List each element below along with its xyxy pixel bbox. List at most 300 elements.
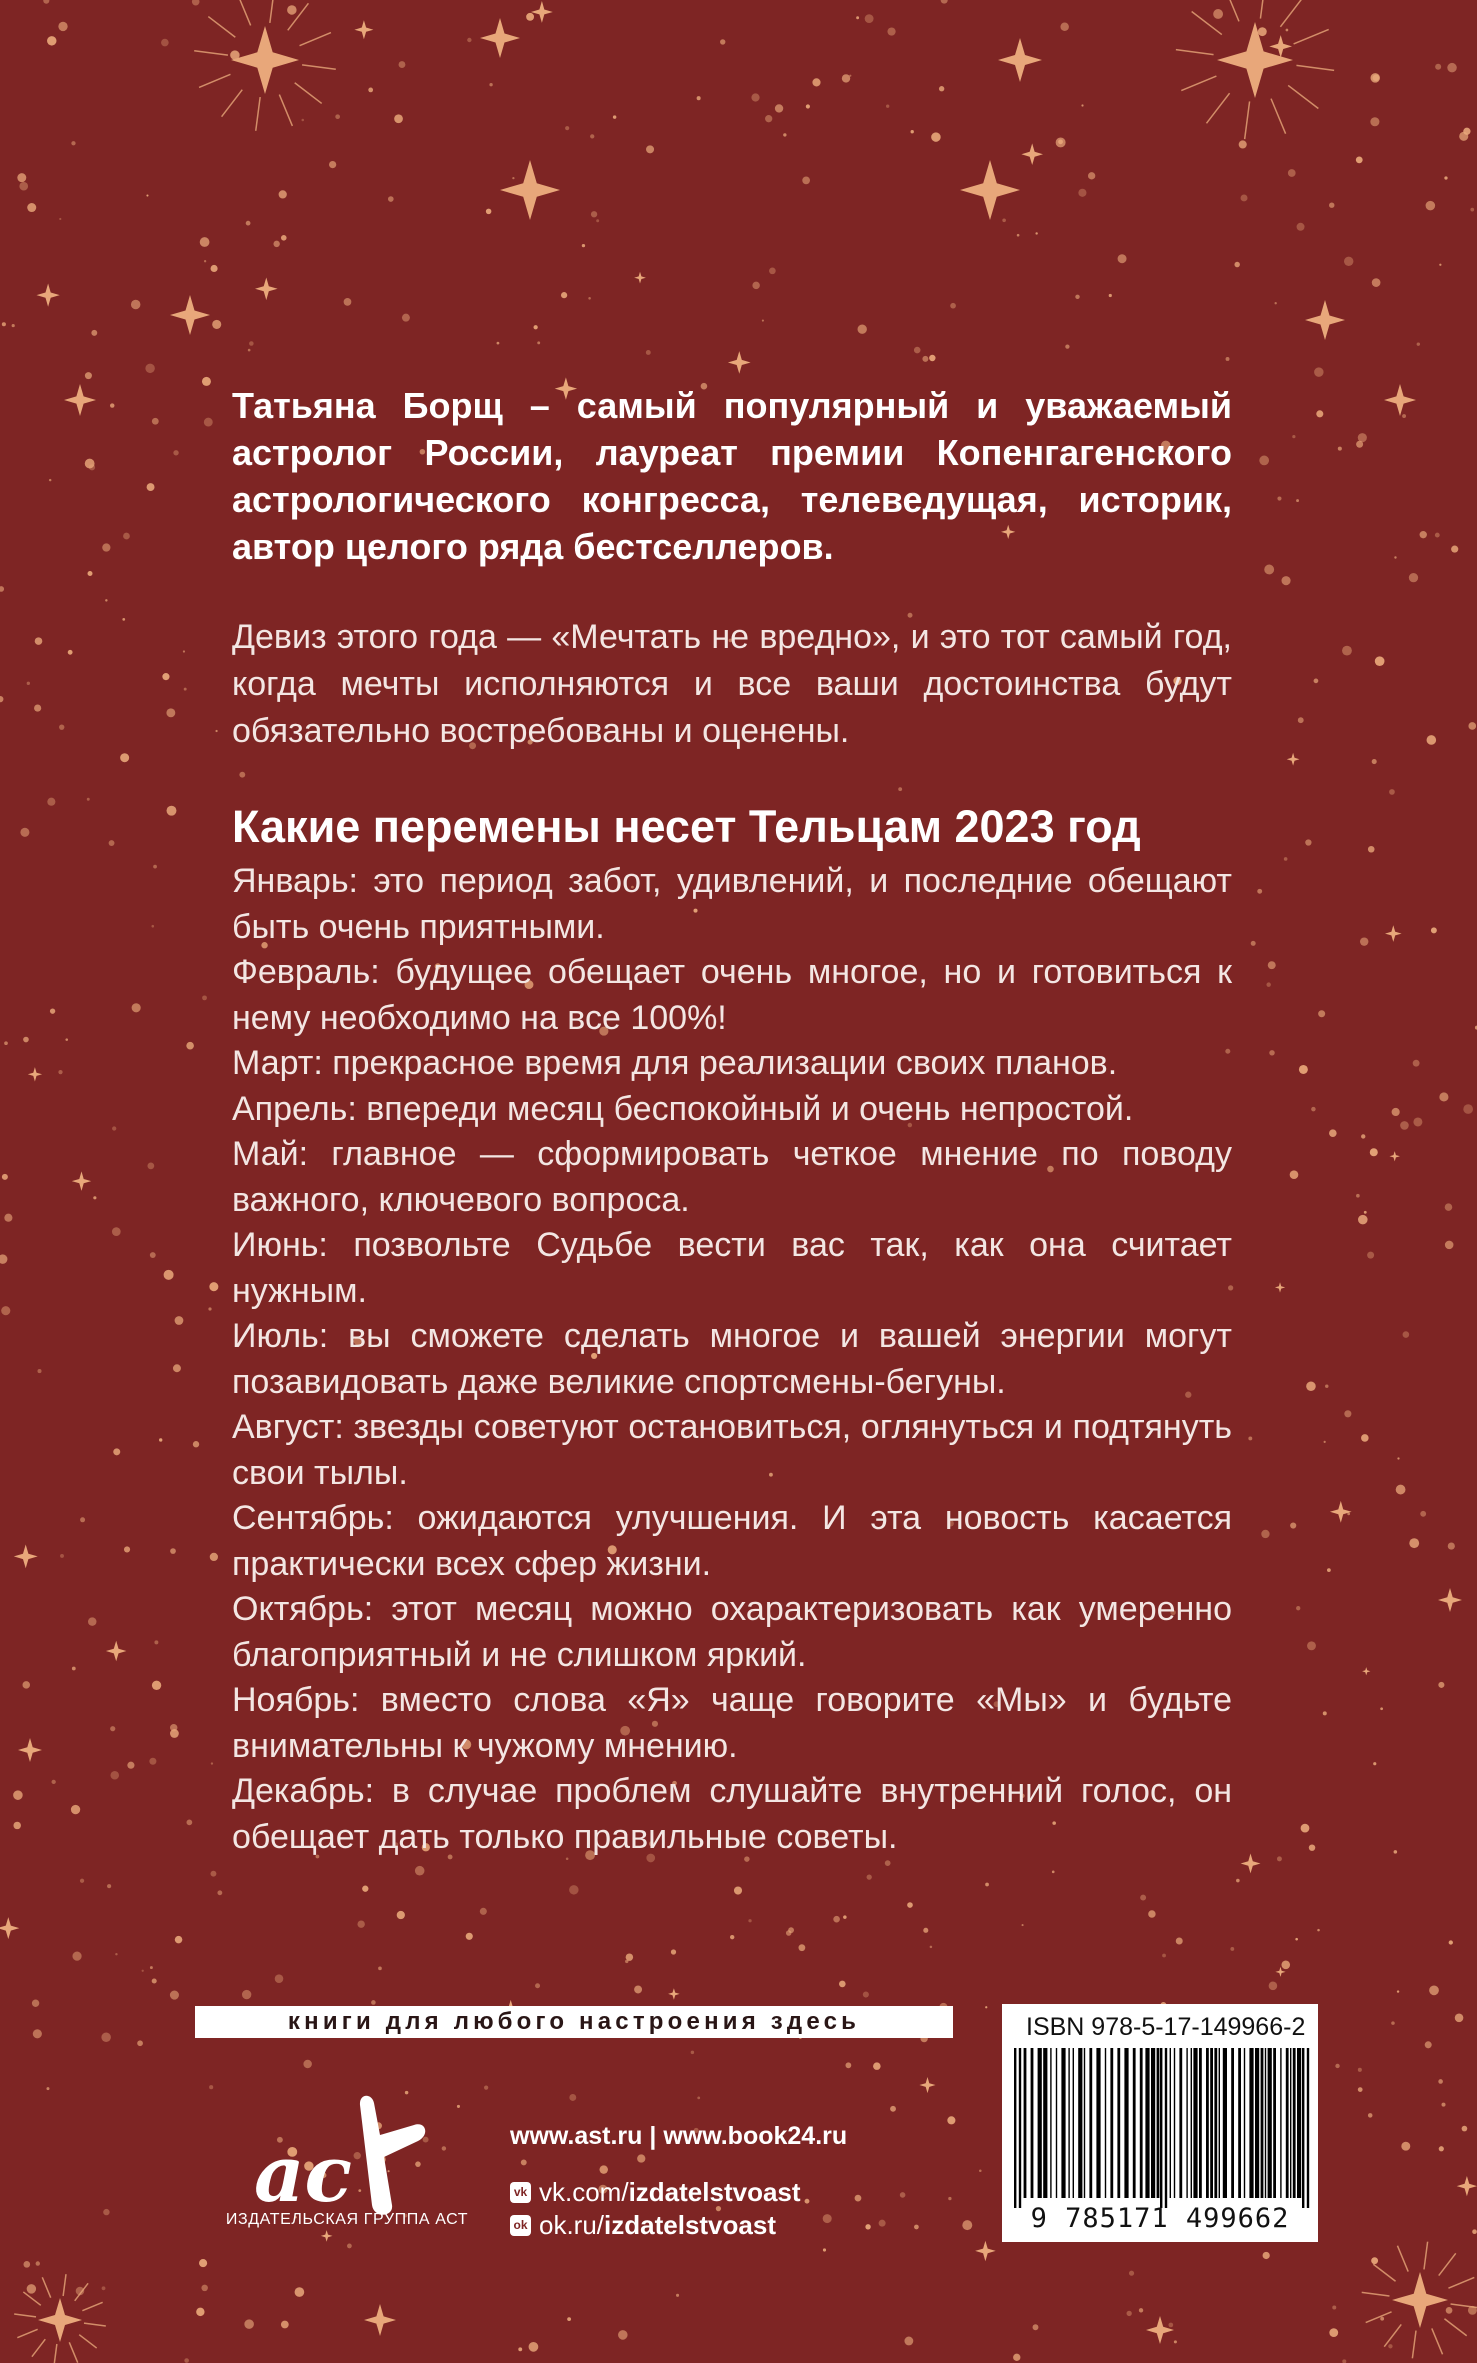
barcode-bar <box>1019 2048 1021 2208</box>
speckle <box>202 995 207 1000</box>
speckle <box>1118 254 1127 263</box>
speckle <box>1391 2021 1395 2025</box>
vk-icon: vk <box>510 2182 531 2203</box>
barcode-bar <box>1265 2048 1266 2198</box>
speckle <box>1397 1990 1399 1992</box>
speckle <box>1316 410 1323 417</box>
speckle <box>1358 2087 1363 2092</box>
speckle <box>17 173 26 182</box>
barcode-bar <box>1084 2048 1085 2198</box>
speckle <box>1234 262 1239 267</box>
speckle <box>1439 264 1441 266</box>
speckle <box>890 2106 896 2112</box>
speckle <box>107 1884 111 1888</box>
website-links[interactable]: www.ast.ru | www.book24.ru <box>510 2122 848 2150</box>
speckle <box>1236 1879 1240 1883</box>
speckle <box>1373 74 1380 81</box>
barcode-bar <box>1110 2048 1113 2198</box>
speckle <box>1361 1434 1369 1442</box>
speckle <box>204 418 213 427</box>
speckle <box>1420 531 1427 538</box>
star-shape <box>1305 300 1345 340</box>
speckle <box>1261 1530 1269 1538</box>
star-ray <box>1362 2292 1390 2296</box>
speckle <box>833 1916 840 1923</box>
speckle <box>186 1042 194 1050</box>
speckle <box>27 682 30 685</box>
barcode-bar <box>1286 2048 1289 2198</box>
speckle <box>150 1966 153 1969</box>
speckle <box>561 292 567 298</box>
barcode-bar <box>1186 2048 1187 2198</box>
barcode-bar <box>1199 2048 1202 2198</box>
speckle <box>127 1762 134 1769</box>
barcode-bar <box>1096 2048 1100 2198</box>
speckle <box>1409 573 1418 582</box>
star-ray <box>199 74 230 87</box>
speckle <box>1033 2324 1039 2330</box>
star-shape <box>38 2298 82 2342</box>
speckle <box>734 1886 742 1894</box>
speckle <box>281 235 287 241</box>
speckle <box>947 2116 955 2124</box>
star-ray <box>1280 0 1303 27</box>
speckle <box>43 0 49 4</box>
speckle <box>1269 1982 1278 1991</box>
speckle <box>1375 656 1385 666</box>
speckle <box>939 86 944 91</box>
barcode <box>1012 2048 1312 2208</box>
speckle <box>211 1762 213 1764</box>
speckle <box>184 2358 189 2363</box>
speckle <box>1022 1924 1024 1926</box>
speckle <box>1427 735 1437 745</box>
speckle <box>22 1681 30 1689</box>
speckle <box>248 349 251 352</box>
star-ray <box>238 0 251 25</box>
speckle <box>1065 344 1069 348</box>
speckle <box>1396 1485 1406 1495</box>
speckle <box>855 2195 862 2202</box>
speckle <box>467 38 471 42</box>
speckle <box>1168 2323 1173 2328</box>
speckle <box>415 1866 425 1876</box>
speckle <box>1439 1092 1448 1101</box>
barcode-bar <box>1043 2048 1047 2198</box>
speckle <box>208 1307 211 1310</box>
speckle <box>230 50 239 59</box>
speckle <box>170 1548 176 1554</box>
speckle <box>357 1920 364 1927</box>
speckle <box>985 2006 987 2008</box>
speckle <box>1109 294 1112 297</box>
speckle <box>941 0 948 4</box>
speckle <box>518 2347 522 2351</box>
barcode-bar <box>1105 2048 1106 2198</box>
barcode-bar <box>1157 2048 1160 2198</box>
speckle <box>27 203 36 212</box>
speckle <box>646 350 651 355</box>
month-forecast: Май: главное — сформировать четкое мнение по поводу важного, ключевого вопроса. <box>232 1135 1232 1219</box>
speckle <box>873 2062 881 2070</box>
month-forecast: Август: звезды советуют остановиться, оглянуться и подтянуть свои тылы. <box>232 1408 1232 1492</box>
speckle <box>569 2094 576 2101</box>
speckle <box>783 133 786 136</box>
speckle <box>46 2087 49 2090</box>
speckle <box>23 1037 29 1043</box>
barcode-bar <box>1014 2048 1016 2208</box>
speckle <box>1239 140 1247 148</box>
speckle <box>183 650 185 652</box>
barcode-bar <box>1024 2048 1027 2198</box>
speckle <box>71 1805 80 1814</box>
speckle <box>1368 846 1375 853</box>
speckle <box>295 2287 305 2297</box>
speckle <box>1275 302 1277 304</box>
barcode-bar <box>1191 2048 1192 2198</box>
star-ray <box>1384 2324 1401 2346</box>
speckle <box>201 2285 207 2291</box>
speckle <box>399 61 406 68</box>
speckle <box>1401 2142 1410 2151</box>
speckle <box>845 2062 851 2068</box>
barcode-bar <box>1061 2048 1065 2198</box>
barcode-bar <box>1170 2048 1171 2198</box>
speckle <box>839 1981 846 1988</box>
star-ray <box>79 2335 96 2348</box>
speckle <box>1325 1384 1328 1387</box>
month-forecast: Декабрь: в случае проблем слушайте внутренний голос, он обещает дать только правильные советы. <box>232 1772 1232 1856</box>
speckle <box>65 1038 68 1041</box>
star-shape <box>480 18 520 58</box>
speckle <box>799 1944 806 1951</box>
speckle <box>1052 1871 1055 1874</box>
speckle <box>281 2321 289 2329</box>
speckle <box>1446 2307 1453 2314</box>
star-ray <box>302 65 336 69</box>
speckle <box>329 161 336 168</box>
speckle <box>2 322 6 326</box>
speckle <box>856 16 859 19</box>
speckle <box>823 2248 826 2251</box>
star-shape <box>354 20 373 39</box>
star-shape <box>1438 1588 1462 1612</box>
star-ray <box>300 33 331 46</box>
speckle <box>1356 441 1363 448</box>
speckle <box>394 114 403 123</box>
speckle <box>202 377 211 386</box>
speckle <box>962 2220 972 2230</box>
star-ray <box>63 2274 66 2296</box>
star-ray <box>194 51 228 55</box>
speckle <box>1075 295 1079 299</box>
speckle <box>1263 2252 1270 2259</box>
author-intro: Татьяна Борщ – самый популярный и уважаемый астролог России, лауреат премии Копенгагенского астрологического конгресса, телеведущая, историк, автор целого ряда бестселлеров. <box>232 385 1232 567</box>
speckle <box>122 618 125 621</box>
speckle <box>1307 1641 1316 1650</box>
speckle <box>762 320 764 322</box>
star-shape <box>919 2077 935 2093</box>
star-ray <box>1271 99 1286 134</box>
barcode-bar <box>1206 2048 1209 2198</box>
speckle <box>209 1282 218 1291</box>
star-ray <box>1206 93 1229 123</box>
speckle <box>88 571 93 576</box>
speckle <box>87 798 90 801</box>
speckle <box>1344 257 1353 266</box>
speckle <box>199 2259 207 2267</box>
star-ray <box>295 83 322 104</box>
speckle <box>914 2225 919 2230</box>
speckle <box>885 1860 891 1866</box>
speckle <box>19 182 28 191</box>
speckle <box>209 2085 213 2089</box>
speckle <box>480 1908 487 1915</box>
speckle <box>303 2060 311 2068</box>
speckle <box>565 126 569 130</box>
speckle <box>526 13 534 21</box>
speckle <box>748 1919 751 1922</box>
speckle <box>1311 1107 1315 1111</box>
ok-icon: ok <box>510 2215 531 2236</box>
barcode-bar <box>1165 2048 1167 2208</box>
speckle <box>1449 1940 1453 1944</box>
star-shape <box>975 2241 996 2262</box>
speckle <box>1269 1050 1274 1055</box>
speckle <box>153 865 157 869</box>
speckle <box>1425 2041 1432 2048</box>
speckle <box>886 105 889 108</box>
speckle <box>2 1174 8 1180</box>
speckle <box>1455 2013 1464 2022</box>
speckle <box>131 300 140 309</box>
barcode-bar <box>1179 2048 1182 2198</box>
speckle <box>1445 1241 1454 1250</box>
speckle <box>152 1681 161 1690</box>
speckle <box>1435 64 1441 70</box>
speckle <box>192 0 200 6</box>
speckle <box>13 1790 23 1800</box>
speckle <box>123 533 130 540</box>
speckle <box>865 14 874 23</box>
speckle <box>867 1874 872 1879</box>
month-forecast: Март: прекрасное время для реализации своих планов. <box>232 1044 1118 1082</box>
barcode-bar <box>1249 2048 1253 2198</box>
star-ray <box>23 2292 40 2305</box>
speckle <box>923 1928 928 1933</box>
speckle <box>1314 678 1319 683</box>
speckle <box>1413 1117 1422 1126</box>
star-ray <box>208 17 235 38</box>
speckle <box>102 543 110 551</box>
star-ray <box>279 95 292 126</box>
star-shape <box>0 1917 19 1939</box>
star-shape <box>531 1 553 23</box>
speckle <box>1298 717 1304 723</box>
speckle <box>204 260 206 262</box>
speckle <box>887 27 895 35</box>
speckle <box>1309 1844 1315 1850</box>
speckle <box>1296 1606 1300 1610</box>
ok-link[interactable] <box>510 2209 847 2242</box>
speckle <box>1472 2229 1477 2234</box>
speckle <box>671 1949 676 1954</box>
speckle <box>91 330 97 336</box>
speckle <box>242 1990 251 1999</box>
speckle <box>1259 456 1269 466</box>
speckle <box>335 114 340 119</box>
speckle <box>147 483 155 491</box>
speckle <box>159 1438 162 1441</box>
speckle <box>249 341 254 346</box>
barcode-bar <box>1193 2048 1197 2198</box>
speckle <box>863 1991 869 1997</box>
speckle <box>193 1441 199 1447</box>
speckle <box>1356 1194 1360 1198</box>
speckle <box>1361 1134 1365 1138</box>
speckle <box>752 282 759 289</box>
speckle <box>161 39 169 47</box>
star-shape <box>1217 22 1293 98</box>
speckle <box>1 1306 10 1315</box>
speckle <box>914 347 921 354</box>
speckle <box>1284 857 1288 861</box>
logo-letters: ac <box>254 2129 353 2220</box>
speckle <box>212 320 221 329</box>
speckle <box>1297 223 1305 231</box>
speckle <box>1323 1711 1327 1715</box>
speckle <box>1463 1104 1473 1114</box>
barcode-bar <box>1307 2048 1309 2208</box>
speckle <box>697 96 701 100</box>
month-forecast: Февраль: будущее обещает очень многое, но и готовиться к нему необходимо на все 100%! <box>232 953 1232 1037</box>
speckle <box>1290 1522 1296 1528</box>
speckle <box>1438 2079 1443 2084</box>
speckle <box>1314 367 1323 376</box>
speckle <box>164 1270 174 1280</box>
speckle <box>52 1780 56 1784</box>
star-shape <box>364 2304 396 2336</box>
star-ray <box>1444 2319 1466 2336</box>
speckle <box>72 1667 76 1671</box>
speckle <box>1281 1960 1290 1969</box>
speckle <box>1088 172 1095 179</box>
star-shape <box>14 1545 38 1569</box>
month-forecast: Ноябрь: вместо слова «Я» чаще говорите «Мы» и будьте внимательны к чужому мнению. <box>232 1681 1232 1765</box>
speckle <box>1013 2354 1020 2361</box>
speckle <box>1296 499 1299 502</box>
speckle <box>154 1640 158 1644</box>
speckle <box>37 1369 41 1373</box>
speckle <box>950 303 956 309</box>
barcode-bar <box>1151 2048 1155 2198</box>
star-shape <box>1330 1501 1352 1523</box>
speckle <box>368 88 373 93</box>
speckle <box>1364 1211 1367 1214</box>
speckle <box>486 209 491 214</box>
speckle <box>1462 2126 1468 2132</box>
speckle <box>146 194 148 196</box>
speckle <box>858 325 867 334</box>
month-forecast: Апрель: впереди месяц беспокойный и очень непростой. <box>232 1089 1134 1128</box>
speckle <box>1277 496 1281 500</box>
star-shape <box>170 295 210 335</box>
star-shape <box>1021 143 1043 165</box>
speckle <box>402 314 410 322</box>
speckle <box>1264 565 1274 575</box>
speckle <box>1058 139 1063 144</box>
speckle <box>279 190 287 198</box>
barcode-bar <box>1117 2048 1120 2198</box>
speckle <box>36 2261 40 2265</box>
speckle <box>1439 2146 1444 2151</box>
month-forecast: Июнь: позвольте Судьбе вести вас так, как она считает нужным. <box>232 1226 1232 1310</box>
speckle <box>13 1822 20 1829</box>
speckle <box>388 196 394 202</box>
month-forecast: Сентябрь: ожидаются улучшения. И эта новость касается практически всех сфер жизни. <box>232 1499 1232 1583</box>
speckle <box>534 325 538 329</box>
speckle <box>1448 1543 1455 1550</box>
barcode-bar <box>1050 2048 1051 2198</box>
speckle <box>697 2096 700 2099</box>
barcode-bar <box>1297 2048 1301 2198</box>
speckle <box>879 2220 886 2227</box>
speckle <box>751 93 759 101</box>
star-shape <box>668 1988 680 2000</box>
speckle <box>618 2330 628 2340</box>
speckle <box>378 1966 382 1970</box>
speckle <box>1251 941 1256 946</box>
star-ray <box>1424 2242 1428 2270</box>
speckle <box>1420 1511 1426 1517</box>
speckle <box>1317 1929 1320 1932</box>
speckle <box>1342 2359 1346 2363</box>
star-ray <box>17 2329 37 2337</box>
star-shape <box>64 384 96 416</box>
speckle <box>512 177 514 179</box>
speckle <box>80 1517 85 1522</box>
speckle <box>152 1978 157 1983</box>
barcode-bar <box>1302 2048 1304 2208</box>
speckle <box>1081 104 1083 106</box>
speckle <box>1140 1895 1146 1901</box>
speckle <box>588 297 591 300</box>
star-shape <box>72 1171 91 1191</box>
star-shape <box>500 160 560 220</box>
barcode-bar <box>1238 2048 1241 2198</box>
speckle <box>150 1252 156 1258</box>
speckle <box>1226 357 1230 361</box>
star-ray <box>1288 85 1318 108</box>
speckle <box>489 83 492 86</box>
isbn-digits: 9 785171 499662 <box>1030 2203 1290 2234</box>
vk-link[interactable] <box>510 2176 847 2209</box>
barcode-bar <box>1031 2048 1034 2198</box>
barcode-bar <box>1073 2048 1074 2198</box>
star-ray <box>69 2342 77 2362</box>
speckle <box>32 2000 39 2007</box>
speckle <box>985 1883 989 1887</box>
speckle <box>1329 202 1334 207</box>
speckle <box>59 725 64 730</box>
speckle <box>1447 63 1457 73</box>
speckle <box>1213 9 1223 19</box>
speckle <box>1413 1060 1420 1067</box>
barcode-bar <box>1280 2048 1281 2198</box>
star-ray <box>14 2314 36 2317</box>
barcode-bar <box>1261 2048 1264 2198</box>
speckle <box>362 1886 368 1892</box>
